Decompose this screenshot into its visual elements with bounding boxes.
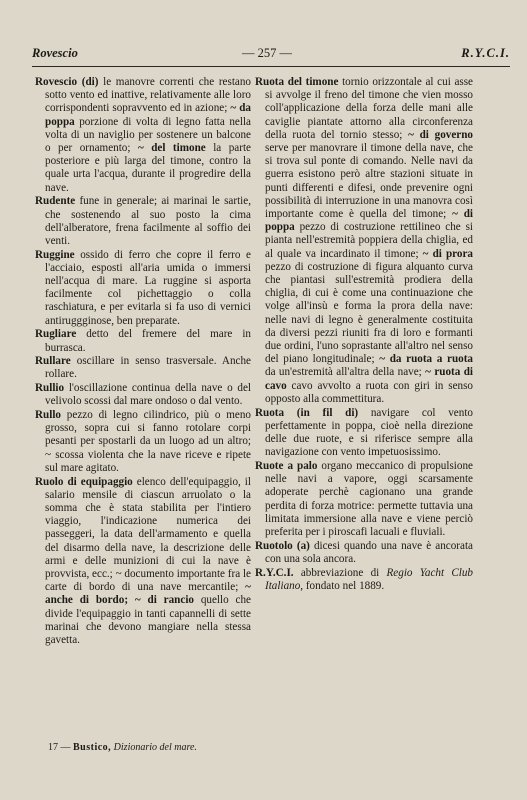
sub-entry-definition: la parte posteriore e più larga del timone, contro la quale urta l'acqua, durante il progredire della nave. xyxy=(45,142,251,194)
entry-definition-tail: , fondato nel 1889. xyxy=(300,579,385,592)
entry-headword: Rudente xyxy=(35,195,76,208)
entry-headword: Rugliare xyxy=(35,328,77,341)
dictionary-entry xyxy=(35,355,251,381)
sub-entry-headword: ~ del timone xyxy=(130,142,206,155)
entry-headword: Rovescio (di) xyxy=(35,76,99,88)
entry-definition: dicesi quando una nave è ancorata con una sola ancora. xyxy=(265,539,473,565)
entry-definition: le manovre correnti che restano sotto vento ed inattive, relativamente alle loro corrispondenti sopravvento ed in azione; xyxy=(45,76,252,115)
entry-headword: Ruote a palo xyxy=(255,459,318,472)
header-rule xyxy=(32,66,510,67)
entry-headword: R.Y.C.I. xyxy=(255,566,294,579)
entry-headword: Ruota del timone xyxy=(255,76,339,88)
entry-headword: Rullio xyxy=(35,382,65,395)
dictionary-entry xyxy=(35,328,251,354)
entry-definition: elenco dell'equipaggio, il salario mensile di ciascun arruolato o la somma che è stata stabilita per l'intiero viaggio, l'indicazione numerica dei passeggeri, la data dell'armamento e quella del disarmo della nave, la descrizione delle armi e delle munizioni di cui la nave è provvista, ecc.; xyxy=(45,475,252,581)
entry-headword: Ruota (in fil di) xyxy=(255,406,359,419)
sub-entry-headword: ~ anche di bordo; xyxy=(45,581,251,607)
dictionary-entry xyxy=(35,249,251,328)
entry-definition: abbreviazione di xyxy=(293,566,387,579)
sub-entry-headword: ~ di governo xyxy=(402,128,473,141)
dictionary-entry xyxy=(35,195,251,248)
sub-entry-definition: porzione di volta di legno fatta nella volta di un naviglio per sostenere un balcone o per ornamento; xyxy=(45,115,251,155)
entry-definition: l'oscillazione continua della nave o del velivolo scossi dal mare ondoso o dal vento. xyxy=(45,382,251,408)
header-left-word: Rovescio xyxy=(32,46,78,60)
entry-definition: pezzo di legno cilindrico, più o meno grosso, sopra cui si fanno rotolare corpi pesanti per spostarli da un luogo ad un altro; xyxy=(45,409,251,448)
sub-entry-definition: pezzo di costruzione di figura alquanto curva che piantasi sull'estremità prodiera della chiglia, di cui è come una continuazione che volge all'insù e forma la prora della nave: nelle navi di legno è generalmente costituita da diversi pezzi riuniti fra di loro e formanti due ordini, l'uno soprastante all'altro nel senso del piano longitudinale; xyxy=(265,260,473,366)
sub-entry-definition: ~ documento importante fra le carte di bordo di una nave mercantile; xyxy=(45,568,252,594)
entry-definition: fune in generale; ai marinai le sartie, che sostenendo al suo posto la cima dell'alberatore, frena facilmente al soffio dei venti. xyxy=(45,195,251,247)
right-column xyxy=(255,76,473,593)
entry-definition: ossido di ferro che copre il ferro e l'acciaio, esposti all'aria umida o immersi nell'acqua di mare. La ruggine si asporta facilmente col pichettaggio o colla raschiatura, e per evitarla si fa uso di vernici antiruggginose, ben preparate. xyxy=(45,248,251,327)
dictionary-entry xyxy=(35,409,251,475)
sub-entry-headword: ~ di poppa xyxy=(265,208,473,234)
entry-definition: organo meccanico di propulsione nelle navi a vapore, oggi scarsamente adoperate perchè cagionano una grande perdita di forza motrice: permette tuttavia una limitata immersione alla nave e viene perciò preferita per i piroscafi lacuali e fluviali. xyxy=(265,459,473,538)
sub-entry-definition: da un'estremità all'altra della nave; xyxy=(265,366,422,379)
entry-definition: tornio orizzontale al cui asse si avvolge il freno del timone che vien mosso coll'applicazione della forza delle mani alle caviglie piantate attorno alla circonferenza della ruota del tornio stesso; xyxy=(265,76,474,141)
dictionary-entry xyxy=(255,76,473,406)
sub-entry-definition: serve per manovrare il timone della nave, che si trova sul ponte di comando. Nelle navi da guerra esistono però altre stazioni situate in punti differenti e difesi, onde prevenire ogni possibilità di interruzione in una manovra così importante come è quella del timone; xyxy=(265,142,473,221)
sub-entry-headword: ~ di prora xyxy=(418,247,473,260)
page-footer xyxy=(48,742,197,753)
dictionary-entry xyxy=(35,76,251,195)
sub-entry-headword: ~ da poppa xyxy=(45,102,251,128)
dictionary-entry xyxy=(255,540,473,566)
entry-headword: Ruggine xyxy=(35,248,75,261)
sub-entry-headword: ~ ruota di cavo xyxy=(265,366,474,392)
page-number: — 257 — xyxy=(242,46,292,60)
sub-entry-definition: ~ scossa violenta che la nave riceve e ripete sul mare agitato. xyxy=(45,448,251,474)
header-right-word: R.Y.C.I. xyxy=(461,46,510,60)
sub-entry-definition: pezzo di costruzione rettilineo che si pianta nell'estremità poppiera della chiglia, ed al quale va incardinato il timone; xyxy=(265,221,473,260)
sub-entry-headword: ~ da ruota a ruota xyxy=(374,353,473,366)
footer-title: Dizionario del mare. xyxy=(113,742,197,753)
left-column xyxy=(35,76,251,648)
footer-author: Bustico, xyxy=(73,742,112,753)
entry-headword: Rullare xyxy=(35,355,71,368)
dictionary-entry xyxy=(255,567,473,593)
sub-entry-definition: cavo avvolto a ruota con giri in senso opposto alla commettitura. xyxy=(265,379,473,405)
footer-signature: 17 — xyxy=(48,742,71,753)
entry-italic-term: Regio Yacht Club Italiano xyxy=(265,566,474,592)
entry-definition: navigare col vento perfettamente in poppa, cioè nella direzione delle due ruote, e si riferisce sempre alla navigazione con vento impetuosissimo. xyxy=(265,406,473,459)
entry-definition: oscillare in senso trasversale. Anche rollare. xyxy=(45,355,251,381)
entry-definition: detto del fremere del mare in burrasca. xyxy=(45,328,251,354)
dictionary-entry xyxy=(255,407,473,460)
sub-entry-definition: quello che divide l'equipaggio in tanti capannelli di sette marinai che devono mangiare nella stessa gavetta. xyxy=(45,594,251,647)
page-header xyxy=(32,46,510,68)
entry-headword: Ruotolo (a) xyxy=(255,539,310,552)
dictionary-entry xyxy=(255,460,473,539)
entry-headword: Ruolo di equipaggio xyxy=(35,475,133,488)
entry-headword: Rullo xyxy=(35,409,62,422)
dictionary-entry xyxy=(35,476,251,648)
dictionary-entry xyxy=(35,382,251,408)
sub-entry-headword: ~ di rancio xyxy=(128,594,194,607)
